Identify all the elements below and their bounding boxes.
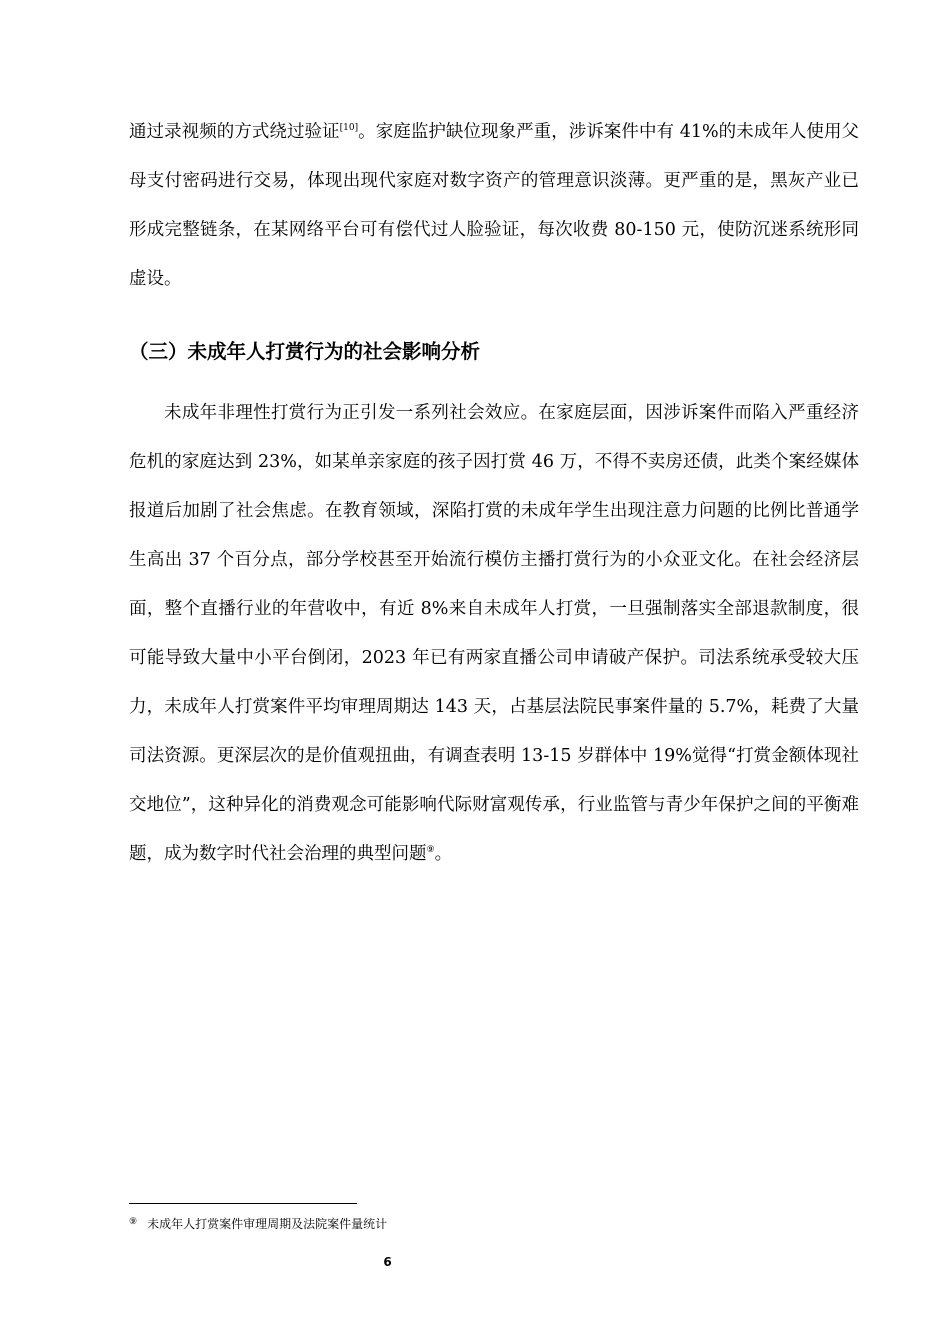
paragraph-1-text-a: 通过录视频的方式绕过验证 — [129, 122, 340, 142]
page-number: 6 — [383, 1255, 392, 1269]
citation-reference: [10] — [339, 123, 359, 133]
footnote-text: 未成年人打赏案件审理周期及法院案件量统计 — [147, 1217, 388, 1231]
paragraph-2-text-end: 。 — [434, 844, 453, 864]
footnote-separator — [129, 1203, 357, 1204]
footnote-reference: ⑨ — [426, 845, 435, 855]
paragraph-2-text: 未成年非理性打赏行为正引发一系列社会效应。在家庭层面，因涉诉案件而陷入严重经济危机的家庭达到 23%，如某单亲家庭的孩子因打赏 46 万，不得不卖房还债，此类个案经媒体报道后加剧了社会焦虑。在教育领域，深陷打赏的未成年学生出现注意力问题的比例比普通学生高出 37 个百分点，部分学校甚至开始流行模仿主播打赏行为的小众亚文化。在社会经济层面，整个直播行业的年营收中，有近 8%来自未成年人打赏，一旦强制落实全部退款制度，很可能导致大量中小平台倒闭，2023 年已有两家直播公司申请破产保护。司法系统承受较大压力，未成年人打赏案件平均审理周期达 143 天，占基层法院民事案件量的 5.7%，耗费了大量司法资源。更深层次的是价值观扭曲，有调查表明 13-15 岁群体中 19%觉得“打赏金额体现社交地位”，这种异化的消费观念可能影响代际财富观传承，行业监管与青少年保护之间的平衡难题，成为数字时代社会治理的典型问题 — [129, 403, 859, 864]
body-paragraph-1 — [129, 108, 859, 304]
section-heading: （三）未成年人打赏行为的社会影响分析 — [129, 340, 481, 363]
footnote-mark: ⑨ — [129, 1217, 138, 1227]
paragraph-1-text-b: 。家庭监护缺位现象严重，涉诉案件中有 41%的未成年人使用父母支付密码进行交易，体现出现代家庭对数字资产的管理意识淡薄。更严重的是，黑灰产业已形成完整链条，在某网络平台可有偿代过人脸验证，每次收费 80-150 元，使防沉迷系统形同虚设。 — [129, 122, 859, 289]
footnote — [129, 1213, 387, 1233]
body-paragraph-2 — [129, 389, 859, 879]
